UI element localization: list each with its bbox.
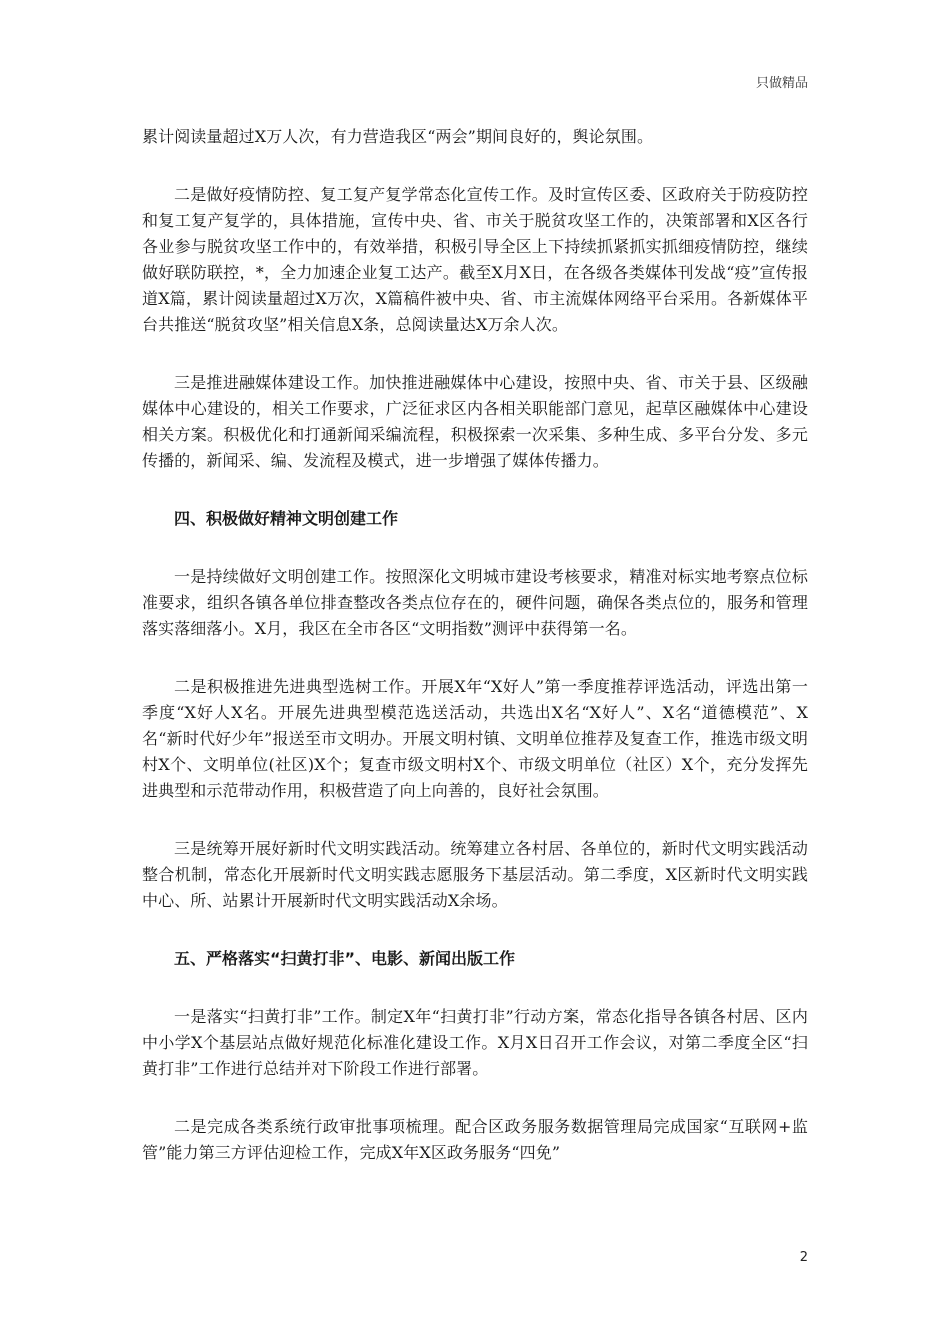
document-body [142,124,808,1166]
paragraph-anti-pornography: 一是落实“扫黄打非”工作。制定X年“扫黄打非”行动方案，常态化指导各镇各村居、区内中小学X个基层站点做好规范化标准化建设工作。X月X日召开工作会议，对第二季度全区“扫黄打非”工作进行总结并对下阶段工作进行部署。 [142,1007,808,1078]
header-tagline: 只做精品 [755,76,808,91]
page-number: 2 [799,1250,808,1265]
paragraph-administrative-approval: 二是完成各类系统行政审批事项梳理。配合区政务服务数据管理局完成国家“互联网+监管”能力第三方评估迎检工作，完成X年X区政务服务“四免” [142,1117,808,1162]
paragraph-media-integration: 三是推进融媒体建设工作。加快推进融媒体中心建设，按照中央、省、市关于县、区级融媒体中心建设的，相关工作要求，广泛征求区内各相关职能部门意见，起草区融媒体中心建设相关方案。积极优化和打通新闻采编流程，积极探索一次采集、多种生成、多平台分发、多元传播的，新闻采、编、发流程及模式，进一步增强了媒体传播力。 [142,373,808,470]
paragraph-role-models: 二是积极推进先进典型选树工作。开展X年“X好人”第一季度推荐评选活动，评选出第一季度“X好人X名。开展先进典型模范选送活动，共选出X名“X好人”、X名“道德模范”、X名“新时代好少年”报送至市文明办。开展文明村镇、文明单位推荐及复查工作，推选市级文明村X个、文明单位(社区)X个；复查市级文明村X个、市级文明单位（社区）X个，充分发挥先进典型和示范带动作用，积极营造了向上向善的，良好社会氛围。 [142,677,808,800]
paragraph-civilization-practice: 三是统筹开展好新时代文明实践活动。统筹建立各村居、各单位的，新时代文明实践活动整合机制，常态化开展新时代文明实践志愿服务下基层活动。第二季度，X区新时代文明实践中心、所、站累计开展新时代文明实践活动X余场。 [142,839,808,910]
paragraph-civilization-creation: 一是持续做好文明创建工作。按照深化文明城市建设考核要求，精准对标实地考察点位标准要求，组织各镇各单位排查整改各类点位存在的，硬件问题，确保各类点位的，服务和管理落实落细落小。X月，我区在全市各区“文明指数”测评中获得第一名。 [142,567,808,638]
paragraph-continuation: 累计阅读量超过X万人次，有力营造我区“两会”期间良好的，舆论氛围。 [142,127,654,146]
section-heading-four: 四、积极做好精神文明创建工作 [174,509,399,528]
section-heading-five: 五、严格落实“扫黄打非”、电影、新闻出版工作 [174,949,516,968]
paragraph-epidemic-publicity: 二是做好疫情防控、复工复产复学常态化宣传工作。及时宣传区委、区政府关于防疫防控和复工复产复学的，具体措施，宣传中央、省、市关于脱贫攻坚工作的，决策部署和X区各行各业参与脱贫攻坚工作中的，有效举措，积极引导全区上下持续抓紧抓实抓细疫情防控，继续做好联防联控，*，全力加速企业复工达产。截至X月X日，在各级各类媒体刊发战“疫”宣传报道X篇，累计阅读量超过X万次，X篇稿件被中央、省、市主流媒体网络平台采用。各新媒体平台共推送“脱贫攻坚”相关信息X条，总阅读量达X万余人次。 [142,185,808,334]
